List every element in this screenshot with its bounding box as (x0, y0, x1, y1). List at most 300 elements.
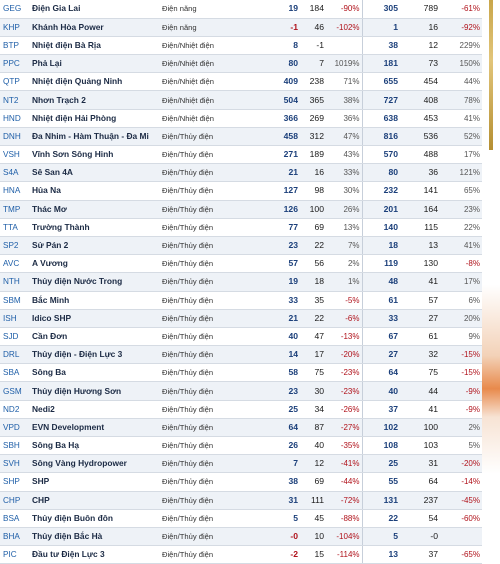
cell-p2: -20% (440, 455, 482, 473)
cell-code: SBA (0, 364, 30, 382)
cell-v4: 41 (400, 400, 440, 418)
cell-v2: 75 (300, 364, 326, 382)
cell-v2: 46 (300, 18, 326, 36)
cell-name: A Vương (30, 255, 160, 273)
cell-name: Sông Ba (30, 364, 160, 382)
cell-name: Thủy điện Bắc Hà (30, 527, 160, 545)
table-row (0, 146, 482, 164)
cell-v3: 655 (362, 73, 400, 91)
cell-code: PIC (0, 546, 30, 564)
table-row (0, 127, 482, 145)
cell-v1: 58 (260, 364, 300, 382)
table-row (0, 236, 482, 254)
cell-v2: 17 (300, 346, 326, 364)
table-row (0, 509, 482, 527)
cell-v2: 22 (300, 236, 326, 254)
cell-p1: -20% (326, 346, 362, 364)
cell-type: Điện/Nhiệt điện (160, 36, 260, 54)
table-row (0, 473, 482, 491)
cell-p2: 17% (440, 273, 482, 291)
cell-v1: 409 (260, 73, 300, 91)
cell-code: NT2 (0, 91, 30, 109)
cell-code: BHA (0, 527, 30, 545)
cell-v1: 19 (260, 273, 300, 291)
cell-v3: 201 (362, 200, 400, 218)
table-row (0, 55, 482, 73)
cell-p1: 38% (326, 91, 362, 109)
cell-p2: -14% (440, 473, 482, 491)
cell-code: SHP (0, 473, 30, 491)
cell-type: Điện năng (160, 0, 260, 18)
cell-v3: 140 (362, 218, 400, 236)
cell-type: Điện/Thủy điện (160, 346, 260, 364)
cell-p2: 44% (440, 73, 482, 91)
cell-v1: 21 (260, 309, 300, 327)
cell-code: SBH (0, 437, 30, 455)
cell-v1: 31 (260, 491, 300, 509)
cell-v2: 269 (300, 109, 326, 127)
cell-v2: 22 (300, 309, 326, 327)
cell-p1: -27% (326, 418, 362, 436)
cell-p1: -44% (326, 473, 362, 491)
cell-code: HNA (0, 182, 30, 200)
cell-v4: 13 (400, 236, 440, 254)
cell-p1: -26% (326, 400, 362, 418)
cell-v1: 64 (260, 418, 300, 436)
cell-name: Trường Thành (30, 218, 160, 236)
cell-v3: 131 (362, 491, 400, 509)
cell-v1: 7 (260, 455, 300, 473)
cell-p2: 5% (440, 437, 482, 455)
cell-type: Điện/Nhiệt điện (160, 91, 260, 109)
cell-v3: 25 (362, 455, 400, 473)
cell-name: Đa Nhim - Hàm Thuận - Đa Mi (30, 127, 160, 145)
table-row (0, 382, 482, 400)
cell-v1: 25 (260, 400, 300, 418)
cell-name: Thủy điện - Điện Lực 3 (30, 346, 160, 364)
cell-code: ND2 (0, 400, 30, 418)
cell-v2: 30 (300, 382, 326, 400)
cell-p1: -23% (326, 382, 362, 400)
cell-v4: 115 (400, 218, 440, 236)
cell-p1: -5% (326, 291, 362, 309)
table-row (0, 36, 482, 54)
cell-p2: 229% (440, 36, 482, 54)
cell-v4: 789 (400, 0, 440, 18)
cell-v1: 19 (260, 0, 300, 18)
cell-v4: 141 (400, 182, 440, 200)
table-row (0, 273, 482, 291)
cell-name: Thủy điện Nước Trong (30, 273, 160, 291)
gold-bar-decoration (489, 0, 493, 150)
cell-name: EVN Development (30, 418, 160, 436)
cell-code: DRL (0, 346, 30, 364)
cell-v3: 55 (362, 473, 400, 491)
cell-p2: 78% (440, 91, 482, 109)
cell-code: VPD (0, 418, 30, 436)
cell-name: Phả Lại (30, 55, 160, 73)
cell-p1: -13% (326, 327, 362, 345)
table-row (0, 455, 482, 473)
cell-code: ISH (0, 309, 30, 327)
cell-v1: 127 (260, 182, 300, 200)
cell-p1: 43% (326, 146, 362, 164)
cell-type: Điện/Thủy điện (160, 291, 260, 309)
cell-v2: 16 (300, 164, 326, 182)
cell-type: Điện/Thủy điện (160, 364, 260, 382)
cell-v4: 100 (400, 418, 440, 436)
cell-name: Nhiệt điện Hải Phòng (30, 109, 160, 127)
cell-code: KHP (0, 18, 30, 36)
cell-p2: 2% (440, 418, 482, 436)
table-row (0, 91, 482, 109)
cell-v3: 108 (362, 437, 400, 455)
cell-p1: 47% (326, 127, 362, 145)
cell-v1: 40 (260, 327, 300, 345)
cell-name: Nhiệt điện Bà Rịa (30, 36, 160, 54)
cell-p1: 36% (326, 109, 362, 127)
cell-type: Điện/Nhiệt điện (160, 55, 260, 73)
cell-v4: 454 (400, 73, 440, 91)
cell-v1: -2 (260, 546, 300, 564)
cell-p1: -104% (326, 527, 362, 545)
cell-v1: 21 (260, 164, 300, 182)
cell-v3: 48 (362, 273, 400, 291)
cell-p1: -114% (326, 546, 362, 564)
cell-p2 (440, 527, 482, 545)
cell-name: Hủa Na (30, 182, 160, 200)
cell-p2: -65% (440, 546, 482, 564)
cell-v2: 69 (300, 218, 326, 236)
cell-name: Nedi2 (30, 400, 160, 418)
table-row (0, 546, 482, 564)
cell-v1: 366 (260, 109, 300, 127)
cell-v2: 35 (300, 291, 326, 309)
cell-code: BSA (0, 509, 30, 527)
cell-v2: 87 (300, 418, 326, 436)
table-row (0, 109, 482, 127)
cell-p1: 26% (326, 200, 362, 218)
table-row (0, 327, 482, 345)
cell-p2: 52% (440, 127, 482, 145)
cell-name: Sê San 4A (30, 164, 160, 182)
cell-code: TTA (0, 218, 30, 236)
cell-v4: 64 (400, 473, 440, 491)
cell-v1: 271 (260, 146, 300, 164)
cell-v1: 33 (260, 291, 300, 309)
cell-name: Khánh Hòa Power (30, 18, 160, 36)
cell-code: AVC (0, 255, 30, 273)
cell-v1: -1 (260, 18, 300, 36)
cell-code: PPC (0, 55, 30, 73)
cell-v3: 13 (362, 546, 400, 564)
cell-type: Điện/Thủy điện (160, 236, 260, 254)
table-row (0, 255, 482, 273)
cell-v4: 37 (400, 546, 440, 564)
cell-v4: 73 (400, 55, 440, 73)
cell-v4: 536 (400, 127, 440, 145)
cell-p2: 41% (440, 109, 482, 127)
cell-code: GSM (0, 382, 30, 400)
cell-name: Sử Pán 2 (30, 236, 160, 254)
cell-p2: -60% (440, 509, 482, 527)
cell-name: Thủy điện Buôn đôn (30, 509, 160, 527)
cell-p2: -61% (440, 0, 482, 18)
cell-v4: 453 (400, 109, 440, 127)
cell-p2: 17% (440, 146, 482, 164)
cell-type: Điện/Thủy điện (160, 309, 260, 327)
cell-v3: 5 (362, 527, 400, 545)
cell-v2: 365 (300, 91, 326, 109)
table-row (0, 346, 482, 364)
cell-v2: 12 (300, 455, 326, 473)
cell-p2: -9% (440, 400, 482, 418)
cell-v1: 77 (260, 218, 300, 236)
cell-p1: 1% (326, 273, 362, 291)
cell-p2: 41% (440, 236, 482, 254)
cell-v3: 18 (362, 236, 400, 254)
cell-v1: 26 (260, 437, 300, 455)
cell-v1: 23 (260, 236, 300, 254)
cell-type: Điện/Thủy điện (160, 164, 260, 182)
cell-p2: -15% (440, 346, 482, 364)
cell-name: CHP (30, 491, 160, 509)
cell-v2: 69 (300, 473, 326, 491)
cell-p1: -23% (326, 364, 362, 382)
cell-name: Nhơn Trạch 2 (30, 91, 160, 109)
cell-type: Điện/Thủy điện (160, 146, 260, 164)
cell-type: Điện/Nhiệt điện (160, 109, 260, 127)
table-row (0, 218, 482, 236)
cell-code: TMP (0, 200, 30, 218)
cell-v3: 1 (362, 18, 400, 36)
table-row (0, 291, 482, 309)
cell-p1: 1019% (326, 55, 362, 73)
cell-name: Nhiệt điện Quảng Ninh (30, 73, 160, 91)
cell-code: QTP (0, 73, 30, 91)
cell-p1: -88% (326, 509, 362, 527)
cell-v4: 16 (400, 18, 440, 36)
cell-name: Idico SHP (30, 309, 160, 327)
cell-v3: 305 (362, 0, 400, 18)
cell-type: Điện/Thủy điện (160, 255, 260, 273)
cell-p1: -41% (326, 455, 362, 473)
cell-v2: 56 (300, 255, 326, 273)
cell-v2: 45 (300, 509, 326, 527)
cell-code: HND (0, 109, 30, 127)
cell-v2: 34 (300, 400, 326, 418)
cell-type: Điện/Thủy điện (160, 491, 260, 509)
cell-name: Sông Vàng Hydropower (30, 455, 160, 473)
table-row (0, 418, 482, 436)
cell-code: NTH (0, 273, 30, 291)
cell-code: S4A (0, 164, 30, 182)
cell-name: Điện Gia Lai (30, 0, 160, 18)
table-row (0, 182, 482, 200)
cell-type: Điện/Thủy điện (160, 546, 260, 564)
cell-v3: 67 (362, 327, 400, 345)
cell-v4: 32 (400, 346, 440, 364)
cell-v4: 408 (400, 91, 440, 109)
cell-v2: 47 (300, 327, 326, 345)
cell-name: SHP (30, 473, 160, 491)
cell-v4: 57 (400, 291, 440, 309)
cell-type: Điện/Thủy điện (160, 437, 260, 455)
cell-v2: 184 (300, 0, 326, 18)
cell-v4: 44 (400, 382, 440, 400)
cell-p1: 33% (326, 164, 362, 182)
cell-v3: 638 (362, 109, 400, 127)
cell-code: SJD (0, 327, 30, 345)
cell-p2: -15% (440, 364, 482, 382)
cell-type: Điện/Thủy điện (160, 327, 260, 345)
table-row (0, 200, 482, 218)
cell-p1: -35% (326, 437, 362, 455)
cell-v2: 40 (300, 437, 326, 455)
cell-type: Điện/Thủy điện (160, 400, 260, 418)
cell-code: SP2 (0, 236, 30, 254)
cell-type: Điện/Thủy điện (160, 418, 260, 436)
cell-name: Sông Ba Hạ (30, 437, 160, 455)
cell-v2: 98 (300, 182, 326, 200)
cell-v3: 61 (362, 291, 400, 309)
cell-type: Điện/Thủy điện (160, 473, 260, 491)
cell-type: Điện/Thủy điện (160, 182, 260, 200)
cell-p1 (326, 36, 362, 54)
cell-name: Bắc Minh (30, 291, 160, 309)
cell-p1: 7% (326, 236, 362, 254)
table-row (0, 73, 482, 91)
cell-name: Đầu tư Điện Lực 3 (30, 546, 160, 564)
cell-code: DNH (0, 127, 30, 145)
cell-type: Điện/Thủy điện (160, 455, 260, 473)
cell-v2: 10 (300, 527, 326, 545)
cell-p2: -9% (440, 382, 482, 400)
cell-code: GEG (0, 0, 30, 18)
cell-v3: 181 (362, 55, 400, 73)
cell-code: SBM (0, 291, 30, 309)
cell-v3: 64 (362, 364, 400, 382)
cell-v3: 38 (362, 36, 400, 54)
cell-v2: 238 (300, 73, 326, 91)
cell-v4: 75 (400, 364, 440, 382)
cell-v1: 458 (260, 127, 300, 145)
right-decorative-strip (482, 0, 500, 474)
cell-p2: -92% (440, 18, 482, 36)
cell-v4: 54 (400, 509, 440, 527)
cell-v2: 18 (300, 273, 326, 291)
cell-v3: 40 (362, 382, 400, 400)
cell-p2: 23% (440, 200, 482, 218)
cell-v2: 189 (300, 146, 326, 164)
table-row (0, 18, 482, 36)
cell-code: VSH (0, 146, 30, 164)
cell-name: Thủy điện Hương Sơn (30, 382, 160, 400)
cell-v1: 80 (260, 55, 300, 73)
cell-v1: 38 (260, 473, 300, 491)
cell-p2: 20% (440, 309, 482, 327)
cell-v4: 27 (400, 309, 440, 327)
cell-p1: 13% (326, 218, 362, 236)
cell-v4: 61 (400, 327, 440, 345)
cell-v2: 312 (300, 127, 326, 145)
cell-type: Điện/Thủy điện (160, 127, 260, 145)
cell-v1: 126 (260, 200, 300, 218)
cell-code: SVH (0, 455, 30, 473)
table-row (0, 0, 482, 18)
cell-v4: 130 (400, 255, 440, 273)
cell-p1: -6% (326, 309, 362, 327)
cell-v4: 41 (400, 273, 440, 291)
cell-v4: 488 (400, 146, 440, 164)
table-row (0, 309, 482, 327)
cell-v3: 570 (362, 146, 400, 164)
cell-v3: 102 (362, 418, 400, 436)
cell-p2: 121% (440, 164, 482, 182)
cell-v3: 727 (362, 91, 400, 109)
cell-p1: -102% (326, 18, 362, 36)
cell-p1: 30% (326, 182, 362, 200)
cell-name: Vĩnh Sơn Sông Hinh (30, 146, 160, 164)
cell-v1: 57 (260, 255, 300, 273)
cell-p2: 150% (440, 55, 482, 73)
cell-v4: 36 (400, 164, 440, 182)
cell-p1: -90% (326, 0, 362, 18)
cell-type: Điện/Thủy điện (160, 382, 260, 400)
cell-v1: 504 (260, 91, 300, 109)
cell-type: Điện/Nhiệt điện (160, 73, 260, 91)
cell-v3: 232 (362, 182, 400, 200)
table-row (0, 364, 482, 382)
cell-v2: -1 (300, 36, 326, 54)
cell-p2: 22% (440, 218, 482, 236)
cell-v1: 8 (260, 36, 300, 54)
cell-v2: 111 (300, 491, 326, 509)
cell-type: Điện/Thủy điện (160, 527, 260, 545)
cell-type: Điện/Thủy điện (160, 200, 260, 218)
cell-p2: 6% (440, 291, 482, 309)
cell-v3: 119 (362, 255, 400, 273)
cell-type: Điện năng (160, 18, 260, 36)
cell-v4: 31 (400, 455, 440, 473)
cell-p1: -72% (326, 491, 362, 509)
cell-v4: 103 (400, 437, 440, 455)
cell-v4: 12 (400, 36, 440, 54)
cell-code: CHP (0, 491, 30, 509)
cell-p1: 2% (326, 255, 362, 273)
cell-v3: 22 (362, 509, 400, 527)
cell-v1: 23 (260, 382, 300, 400)
cell-p2: 9% (440, 327, 482, 345)
table-row (0, 164, 482, 182)
cell-v4: -0 (400, 527, 440, 545)
cell-p2: -8% (440, 255, 482, 273)
table-row (0, 400, 482, 418)
table-row (0, 437, 482, 455)
cell-v3: 33 (362, 309, 400, 327)
cell-v3: 37 (362, 400, 400, 418)
cell-v3: 27 (362, 346, 400, 364)
cell-v3: 80 (362, 164, 400, 182)
cell-type: Điện/Thủy điện (160, 218, 260, 236)
cell-name: Cần Đơn (30, 327, 160, 345)
cell-code: BTP (0, 36, 30, 54)
cell-v2: 7 (300, 55, 326, 73)
cell-v2: 15 (300, 546, 326, 564)
cell-v1: 5 (260, 509, 300, 527)
cell-v1: -0 (260, 527, 300, 545)
cell-type: Điện/Thủy điện (160, 509, 260, 527)
